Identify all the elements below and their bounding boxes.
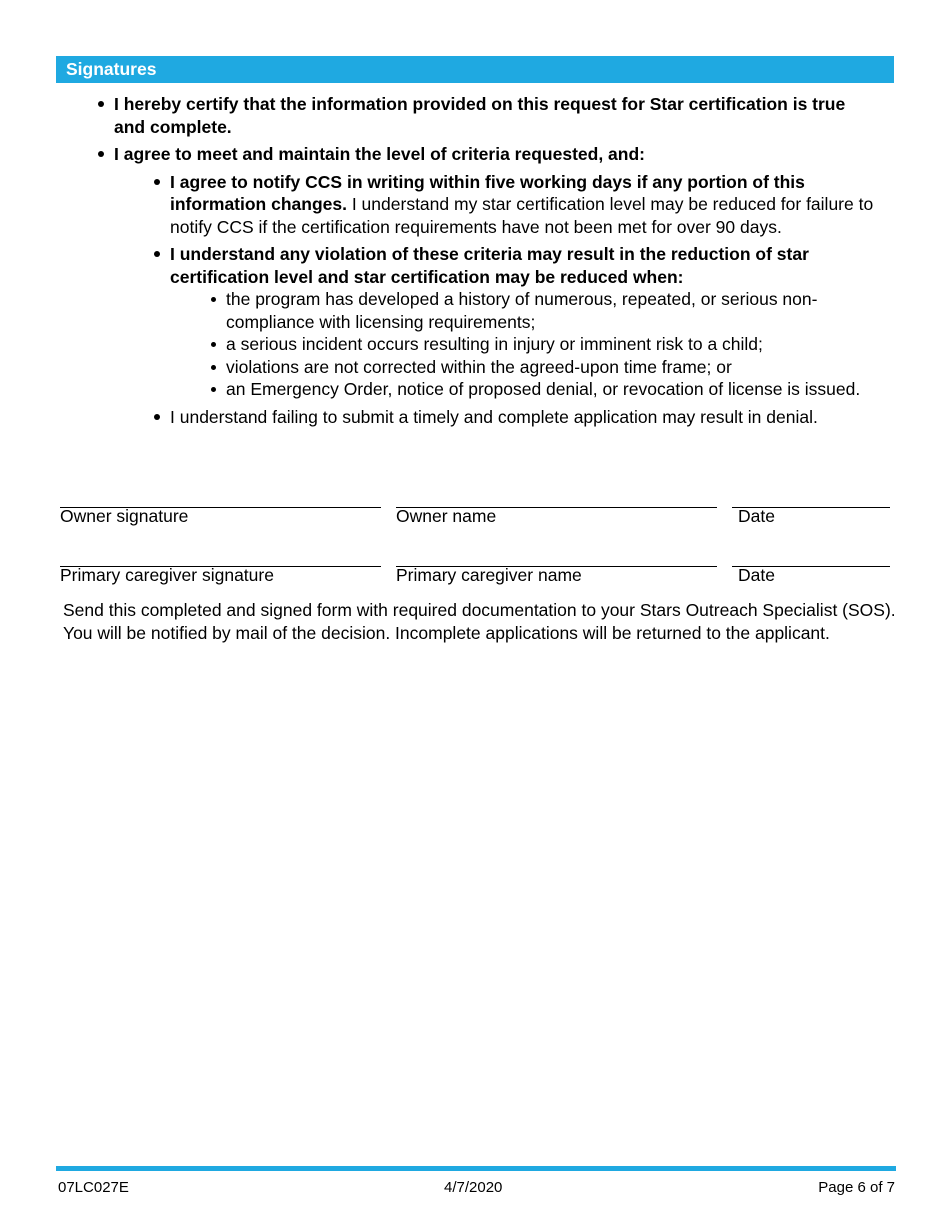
section-header-signatures: [56, 56, 894, 83]
section-title: Signatures: [66, 59, 157, 79]
footer-rule: [56, 1166, 896, 1171]
agree-statement: I agree to meet and maintain the level of criteria requested, and:: [114, 144, 645, 164]
list-item-violation: [170, 243, 874, 401]
list-item-reason: a serious incident occurs resulting in injury or imminent risk to a child;: [226, 333, 874, 356]
list-item-reason: an Emergency Order, notice of proposed denial, or revocation of license is issued.: [226, 378, 874, 401]
caregiver-name-label: Primary caregiver name: [396, 565, 582, 585]
footer-form-id: 07LC027E: [58, 1179, 129, 1196]
list-item-reason: the program has developed a history of numerous, repeated, or serious non-compliance with licensing requirements;: [226, 288, 874, 333]
notify-bold: I agree to notify CCS in writing within five working days if any portion of this information changes.: [170, 171, 805, 214]
caregiver-signature-label: Primary caregiver signature: [60, 565, 274, 585]
list-item-failing: [170, 406, 874, 429]
list-item-notify: [170, 171, 874, 239]
list-item-reason: violations are not corrected within the agreed-upon time frame; or: [226, 356, 874, 379]
owner-signature-label: Owner signature: [60, 506, 189, 526]
failing-text: I understand failing to submit a timely and complete application may result in denial.: [170, 406, 818, 427]
certify-statement: I hereby certify that the information provided on this request for Star certification is true and complete.: [114, 94, 846, 137]
submission-instructions: Send this completed and signed form with required documentation to your Stars Outreach Specialist (SOS). You will be notified by mail of the decision. Incomplete applications will be returned to the applicant.: [63, 600, 896, 643]
violation-bold: I understand any violation of these criteria may result in the reduction of star certification level and star certification may be reduced when:: [170, 244, 809, 287]
list-item-agree: [114, 143, 874, 428]
notify-text: I understand my star certification level may be reduced for failure to notify CCS if the certification requirements have not been met for over 90 days.: [170, 194, 874, 237]
owner-date-label: Date: [738, 506, 775, 526]
footer-date: 4/7/2020: [444, 1179, 503, 1196]
owner-name-label: Owner name: [396, 506, 497, 526]
list-item-certify: [114, 93, 874, 138]
caregiver-date-label: Date: [738, 565, 775, 585]
footer-page-number: Page 6 of 7: [818, 1179, 895, 1196]
